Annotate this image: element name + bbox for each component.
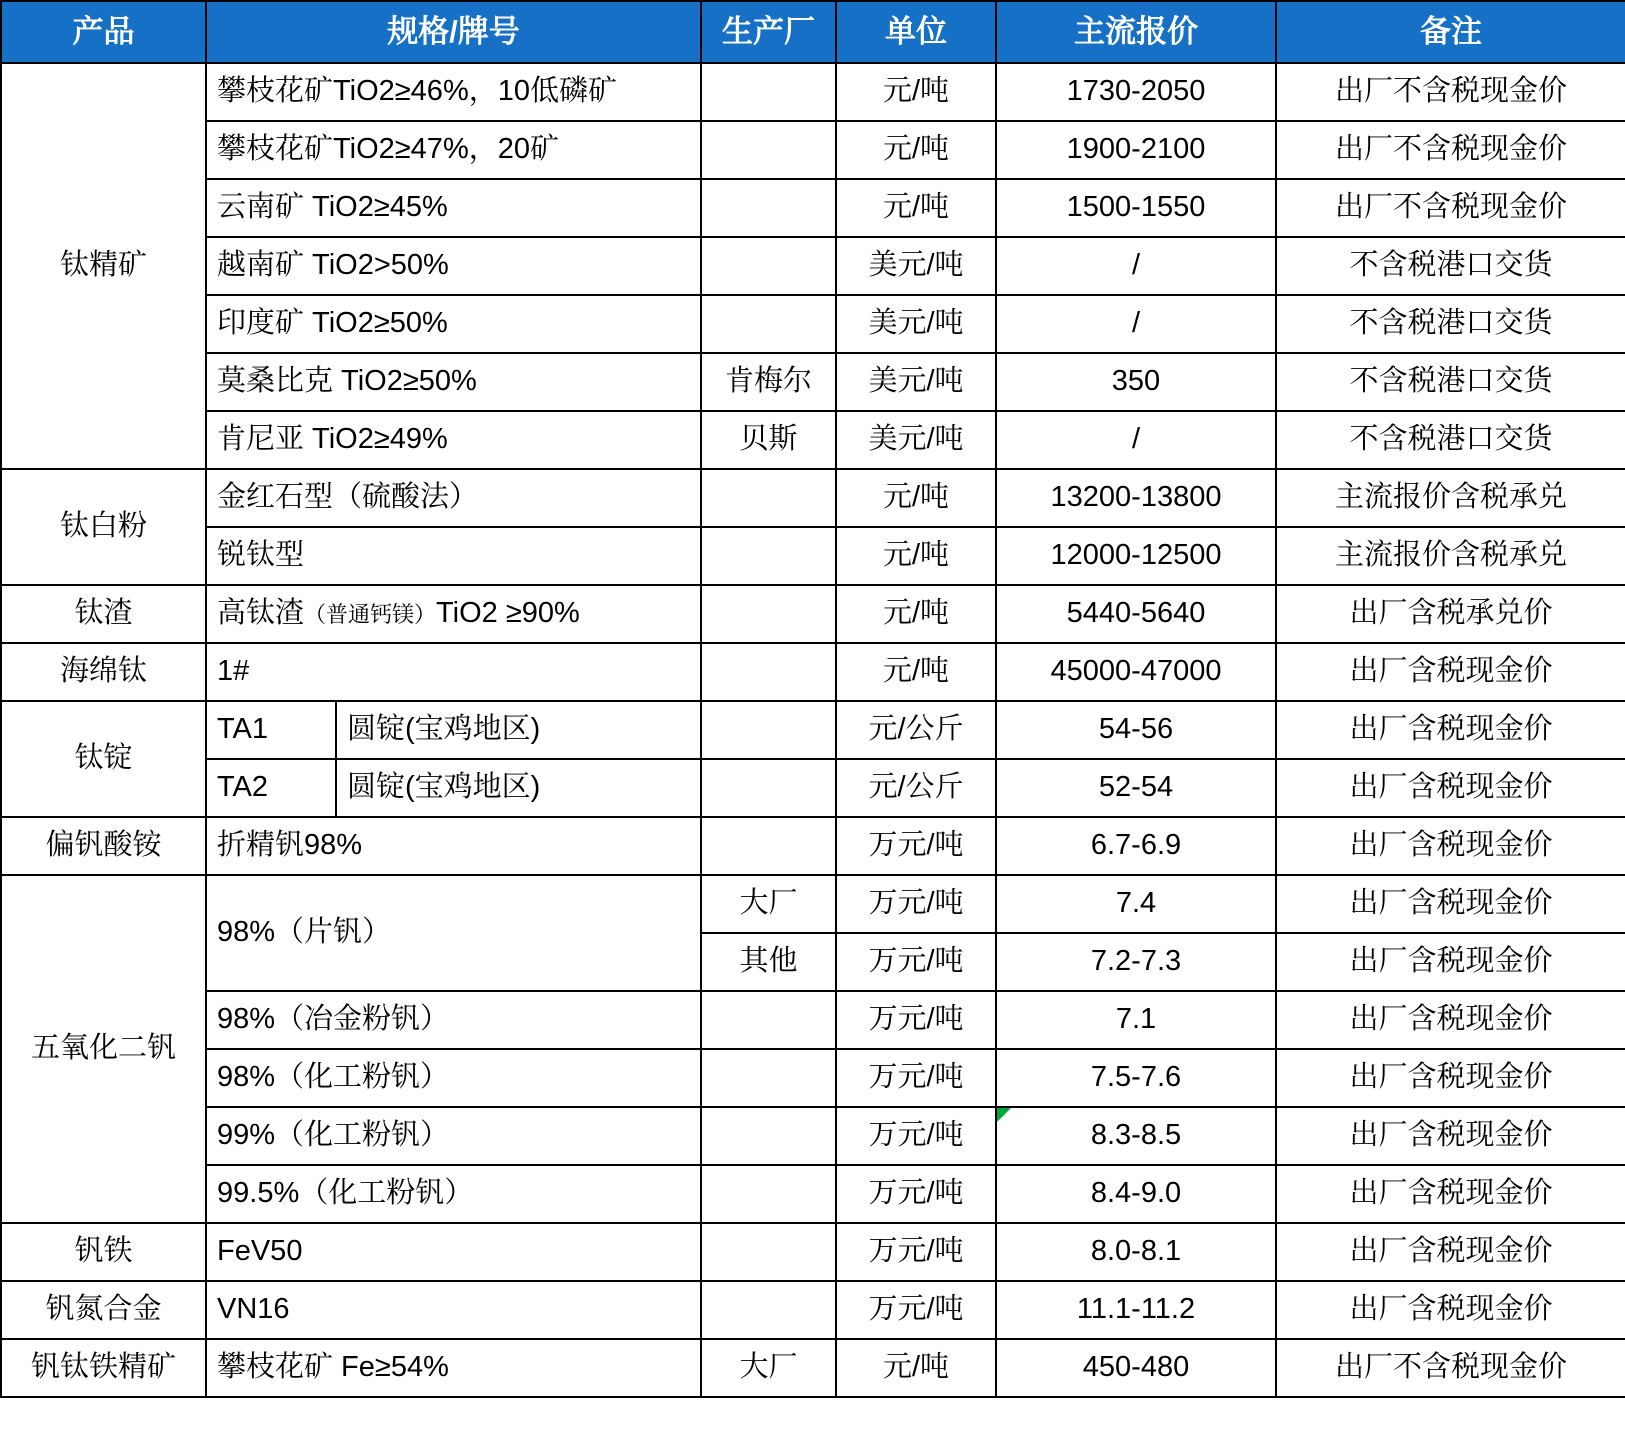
factory-cell — [701, 759, 836, 817]
remark-cell: 出厂含税现金价 — [1276, 759, 1625, 817]
unit-cell: 元/公斤 — [836, 701, 996, 759]
unit-cell: 元/吨 — [836, 121, 996, 179]
price-cell: 54-56 — [996, 701, 1276, 759]
factory-cell — [701, 179, 836, 237]
remark-cell: 出厂含税承兑价 — [1276, 585, 1625, 643]
spec-cell: 98%（片钒） — [206, 875, 701, 991]
unit-cell: 美元/吨 — [836, 237, 996, 295]
price-cell: 8.0-8.1 — [996, 1223, 1276, 1281]
price-cell: 6.7-6.9 — [996, 817, 1276, 875]
factory-cell — [701, 1107, 836, 1165]
unit-cell: 万元/吨 — [836, 933, 996, 991]
unit-cell: 万元/吨 — [836, 991, 996, 1049]
header-spec: 规格/牌号 — [206, 1, 701, 63]
product-cell: 钒钛铁精矿 — [1, 1339, 206, 1397]
price-cell: / — [996, 295, 1276, 353]
table-row — [1, 643, 1625, 701]
spec-cell: TA1 — [206, 701, 336, 759]
remark-cell: 出厂含税现金价 — [1276, 1049, 1625, 1107]
price-cell: 1900-2100 — [996, 121, 1276, 179]
factory-cell — [701, 701, 836, 759]
remark-cell: 主流报价含税承兑 — [1276, 527, 1625, 585]
unit-cell: 万元/吨 — [836, 1281, 996, 1339]
unit-cell: 元/吨 — [836, 585, 996, 643]
price-cell: 45000-47000 — [996, 643, 1276, 701]
spec-cell: 折精钒98% — [206, 817, 701, 875]
factory-cell: 大厂 — [701, 875, 836, 933]
unit-cell: 万元/吨 — [836, 1107, 996, 1165]
price-cell: 1730-2050 — [996, 63, 1276, 121]
factory-cell — [701, 817, 836, 875]
unit-cell: 元/吨 — [836, 527, 996, 585]
price-cell: 7.5-7.6 — [996, 1049, 1276, 1107]
factory-cell — [701, 643, 836, 701]
table-body — [1, 63, 1625, 1397]
unit-cell: 元/公斤 — [836, 759, 996, 817]
price-cell: 450-480 — [996, 1339, 1276, 1397]
spec-cell: 肯尼亚 TiO2≥49% — [206, 411, 701, 469]
price-cell: 13200-13800 — [996, 469, 1276, 527]
unit-cell: 万元/吨 — [836, 1049, 996, 1107]
price-cell: 11.1-11.2 — [996, 1281, 1276, 1339]
unit-cell: 万元/吨 — [836, 1223, 996, 1281]
table-row — [1, 1165, 1625, 1223]
product-cell: 钒铁 — [1, 1223, 206, 1281]
table-row — [1, 817, 1625, 875]
table-row — [1, 353, 1625, 411]
unit-cell: 万元/吨 — [836, 1165, 996, 1223]
unit-cell: 元/吨 — [836, 179, 996, 237]
header-unit: 单位 — [836, 1, 996, 63]
spec-cell: 99.5%（化工粉钒） — [206, 1165, 701, 1223]
price-cell: 7.2-7.3 — [996, 933, 1276, 991]
price-cell: 8.3-8.5 — [996, 1107, 1276, 1165]
table-row — [1, 701, 1625, 759]
spec-cell: 越南矿 TiO2>50% — [206, 237, 701, 295]
table-header — [1, 1, 1625, 63]
table-row — [1, 1107, 1625, 1165]
unit-cell: 元/吨 — [836, 469, 996, 527]
remark-cell: 出厂含税现金价 — [1276, 933, 1625, 991]
unit-cell: 美元/吨 — [836, 411, 996, 469]
factory-cell — [701, 1223, 836, 1281]
spec-cell: 攀枝花矿TiO2≥47%，20矿 — [206, 121, 701, 179]
spec-cell: 印度矿 TiO2≥50% — [206, 295, 701, 353]
product-cell: 钛锭 — [1, 701, 206, 817]
table-row — [1, 237, 1625, 295]
table-row — [1, 585, 1625, 643]
spec-cell: 99%（化工粉钒） — [206, 1107, 701, 1165]
remark-cell: 出厂含税现金价 — [1276, 701, 1625, 759]
price-cell: 5440-5640 — [996, 585, 1276, 643]
remark-cell: 出厂含税现金价 — [1276, 991, 1625, 1049]
factory-cell — [701, 121, 836, 179]
remark-cell: 出厂不含税现金价 — [1276, 121, 1625, 179]
header-remark: 备注 — [1276, 1, 1625, 63]
spec-cell: 云南矿 TiO2≥45% — [206, 179, 701, 237]
header-price: 主流报价 — [996, 1, 1276, 63]
remark-cell: 主流报价含税承兑 — [1276, 469, 1625, 527]
product-cell: 海绵钛 — [1, 643, 206, 701]
table-row — [1, 411, 1625, 469]
product-cell: 钛白粉 — [1, 469, 206, 585]
unit-cell: 万元/吨 — [836, 817, 996, 875]
price-cell: 7.1 — [996, 991, 1276, 1049]
spec-cell: 攀枝花矿 Fe≥54% — [206, 1339, 701, 1397]
table-row — [1, 469, 1625, 527]
unit-cell: 元/吨 — [836, 1339, 996, 1397]
remark-cell: 出厂含税现金价 — [1276, 643, 1625, 701]
factory-cell — [701, 469, 836, 527]
table-header-row — [1, 1, 1625, 63]
spec-cell: 98%（冶金粉钒） — [206, 991, 701, 1049]
factory-cell: 大厂 — [701, 1339, 836, 1397]
factory-cell — [701, 63, 836, 121]
spec-cell: 金红石型（硫酸法） — [206, 469, 701, 527]
factory-cell — [701, 527, 836, 585]
price-cell: 8.4-9.0 — [996, 1165, 1276, 1223]
factory-cell — [701, 585, 836, 643]
spec-cell: FeV50 — [206, 1223, 701, 1281]
spec-cell: 98%（化工粉钒） — [206, 1049, 701, 1107]
remark-cell: 不含税港口交货 — [1276, 411, 1625, 469]
price-cell: / — [996, 411, 1276, 469]
factory-cell: 其他 — [701, 933, 836, 991]
product-cell: 钒氮合金 — [1, 1281, 206, 1339]
spec-cell: 1# — [206, 643, 701, 701]
remark-cell: 出厂含税现金价 — [1276, 817, 1625, 875]
spec-cell: 莫桑比克 TiO2≥50% — [206, 353, 701, 411]
remark-cell: 出厂不含税现金价 — [1276, 179, 1625, 237]
remark-cell: 不含税港口交货 — [1276, 353, 1625, 411]
factory-cell: 贝斯 — [701, 411, 836, 469]
table-row — [1, 1049, 1625, 1107]
spec-detail-cell: 圆锭(宝鸡地区) — [336, 759, 701, 817]
remark-cell: 出厂含税现金价 — [1276, 1281, 1625, 1339]
price-cell: 350 — [996, 353, 1276, 411]
spec-cell: VN16 — [206, 1281, 701, 1339]
remark-cell: 出厂含税现金价 — [1276, 1107, 1625, 1165]
factory-cell: 肯梅尔 — [701, 353, 836, 411]
spec-cell: 高钛渣（普通钙镁）TiO2 ≥90% — [206, 585, 701, 643]
product-cell: 五氧化二钒 — [1, 875, 206, 1223]
remark-cell: 出厂含税现金价 — [1276, 1223, 1625, 1281]
spec-cell: TA2 — [206, 759, 336, 817]
table-row — [1, 875, 1625, 933]
product-cell: 钛渣 — [1, 585, 206, 643]
factory-cell — [701, 1165, 836, 1223]
table-row — [1, 179, 1625, 237]
unit-cell: 万元/吨 — [836, 875, 996, 933]
remark-cell: 出厂含税现金价 — [1276, 875, 1625, 933]
price-cell: 52-54 — [996, 759, 1276, 817]
table-row — [1, 991, 1625, 1049]
product-cell: 偏钒酸铵 — [1, 817, 206, 875]
table-row — [1, 1281, 1625, 1339]
unit-cell: 美元/吨 — [836, 353, 996, 411]
table-row — [1, 121, 1625, 179]
remark-cell: 不含税港口交货 — [1276, 237, 1625, 295]
spec-cell: 锐钛型 — [206, 527, 701, 585]
table-row — [1, 1339, 1625, 1397]
remark-cell: 不含税港口交货 — [1276, 295, 1625, 353]
price-cell: / — [996, 237, 1276, 295]
factory-cell — [701, 991, 836, 1049]
price-cell: 7.4 — [996, 875, 1276, 933]
spec-detail-cell: 圆锭(宝鸡地区) — [336, 701, 701, 759]
remark-cell: 出厂含税现金价 — [1276, 1165, 1625, 1223]
unit-cell: 美元/吨 — [836, 295, 996, 353]
factory-cell — [701, 237, 836, 295]
price-cell: 1500-1550 — [996, 179, 1276, 237]
unit-cell: 元/吨 — [836, 63, 996, 121]
header-product: 产品 — [1, 1, 206, 63]
table-row — [1, 63, 1625, 121]
factory-cell — [701, 295, 836, 353]
remark-cell: 出厂不含税现金价 — [1276, 1339, 1625, 1397]
factory-cell — [701, 1049, 836, 1107]
spec-cell: 攀枝花矿TiO2≥46%，10低磷矿 — [206, 63, 701, 121]
table-row — [1, 1223, 1625, 1281]
price-cell: 12000-12500 — [996, 527, 1276, 585]
table-row — [1, 759, 1625, 817]
header-factory: 生产厂 — [701, 1, 836, 63]
remark-cell: 出厂不含税现金价 — [1276, 63, 1625, 121]
unit-cell: 元/吨 — [836, 643, 996, 701]
table-row — [1, 527, 1625, 585]
factory-cell — [701, 1281, 836, 1339]
table-row — [1, 295, 1625, 353]
product-cell: 钛精矿 — [1, 63, 206, 469]
